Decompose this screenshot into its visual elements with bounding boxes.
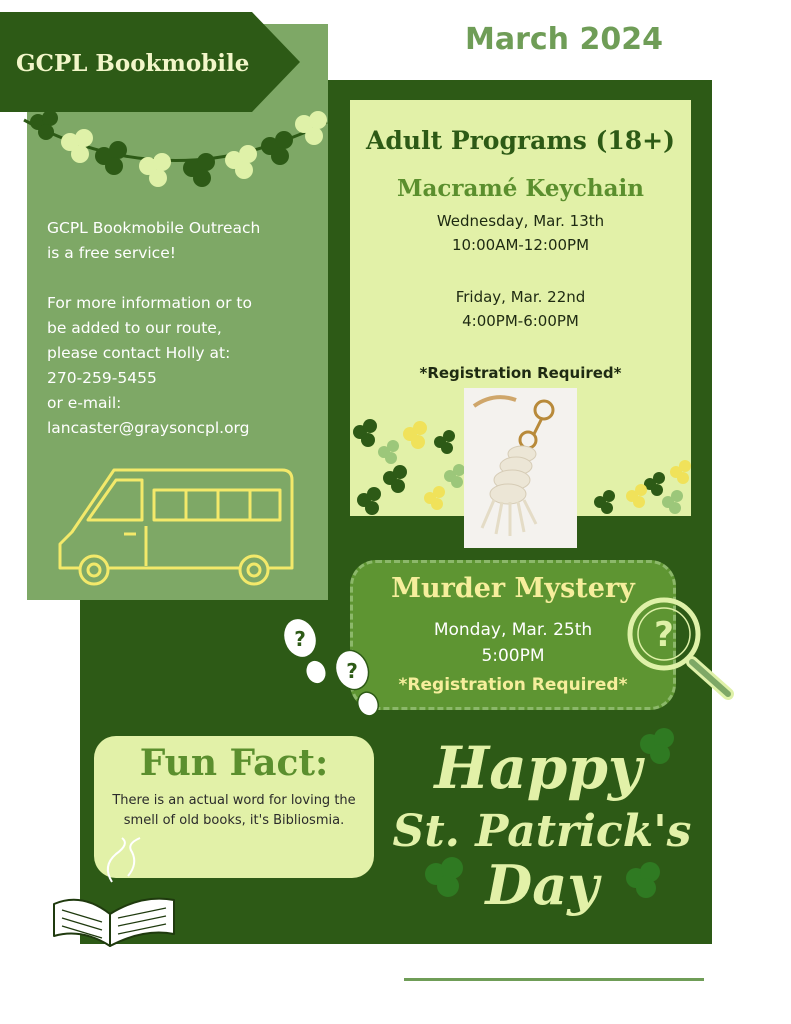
svg-text:?: ? [654, 615, 674, 655]
shamrock-garland-icon [22, 110, 332, 200]
outreach-contact: For more information or to be added to our route, please contact Holly at: 270-259-5455 or e-mail: lancaster@graysoncpl.org [47, 291, 317, 441]
keychain-photo [464, 388, 577, 548]
greeting-line2: St. Patrick's [392, 806, 692, 857]
st-patricks-greeting [392, 718, 692, 938]
greeting-line1: Happy [434, 734, 642, 802]
macrame-keychain-icon [464, 388, 577, 548]
murder-registration-note: *Registration Required* [398, 675, 628, 695]
greeting-line3: Day [485, 853, 599, 917]
fun-fact-title: Fun Fact: [139, 742, 329, 784]
bookmobile-banner [0, 12, 300, 112]
svg-text:?: ? [346, 659, 358, 683]
session1-time: 10:00AM-12:00PM [451, 236, 590, 254]
murder-mystery-title: Murder Mystery [391, 573, 635, 604]
contact-phone: 270-259-5455 [47, 369, 157, 387]
month-heading: March 2024 [465, 22, 663, 57]
footprints-icon [278, 616, 388, 724]
session2-time: 4:00PM-6:00PM [462, 312, 579, 330]
session1-date: Wednesday, Mar. 13th [436, 212, 605, 230]
bookmobile-van-icon [54, 462, 298, 592]
fun-fact-body: There is an actual word for loving the smell of old books, it's Bibliosmia. [112, 793, 356, 828]
adult-programs-title: Adult Programs (18+) [366, 126, 675, 155]
outreach-intro: GCPL Bookmobile Outreach is a free service! [47, 219, 261, 262]
magnifying-glass-icon [620, 590, 736, 702]
murder-mystery-time: 5:00PM [481, 646, 545, 666]
contact-email: lancaster@graysoncpl.org [47, 419, 250, 437]
adult-registration-note: *Registration Required* [419, 364, 622, 382]
open-book-icon [46, 836, 180, 954]
bottom-divider [404, 978, 704, 981]
banner-label: GCPL Bookmobile [16, 50, 250, 77]
program-name: Macramé Keychain [397, 175, 644, 202]
outreach-info [47, 216, 317, 466]
murder-mystery-date: Monday, Mar. 25th [433, 620, 593, 640]
svg-text:?: ? [294, 627, 306, 651]
session2-date: Friday, Mar. 22nd [455, 288, 586, 306]
